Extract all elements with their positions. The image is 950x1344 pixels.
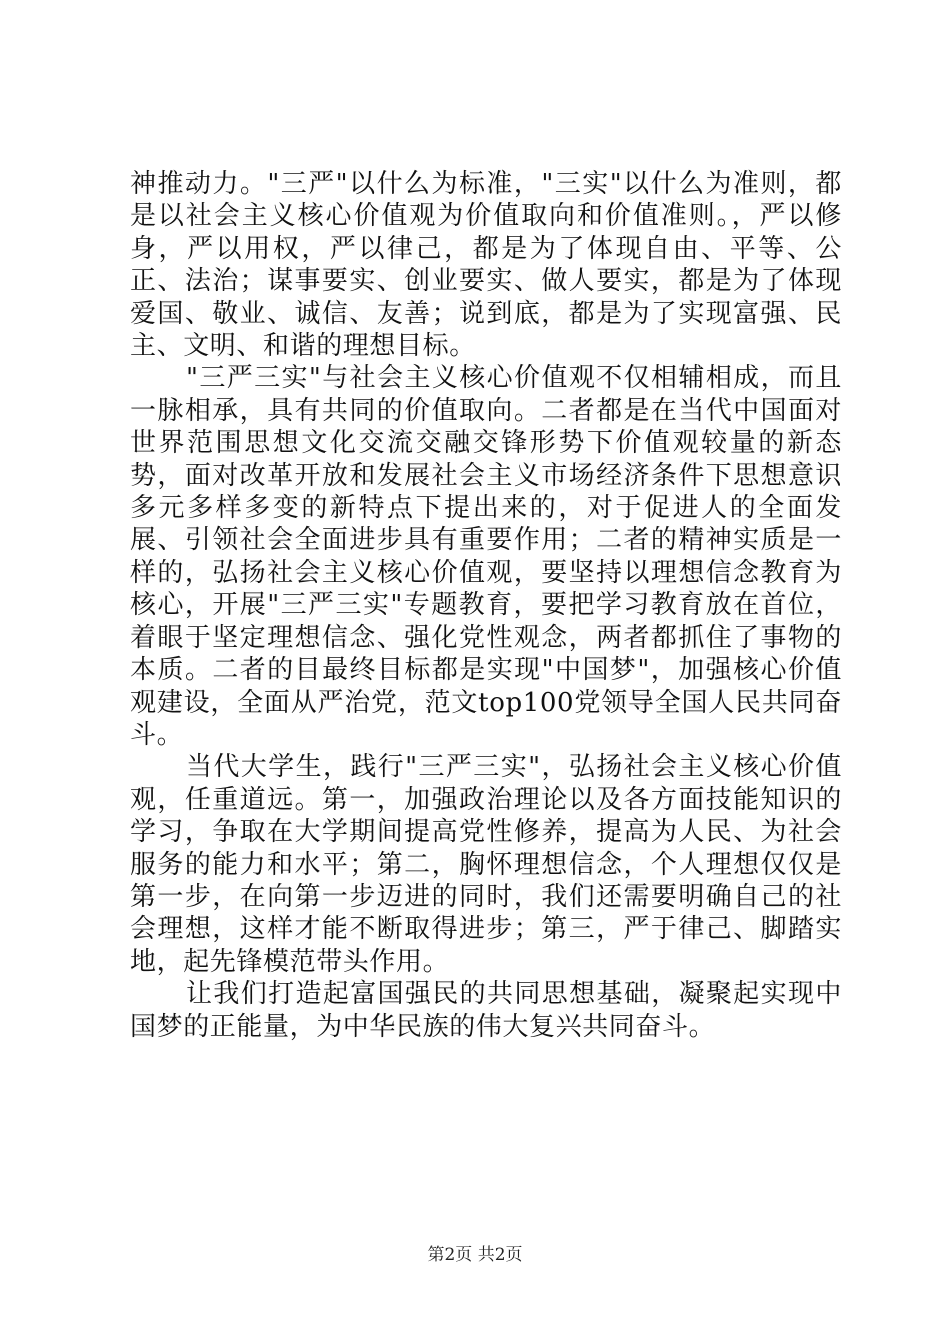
paragraph-1: 神推动力。"三严"以什么为标准，"三实"以什么为准则，都是以社会主义核心价值观为价值取向和价值准则。，严以修身，严以用权，严以律己，都是为了体现自由、平等、公正、法治；谋事要实、创业要实、做人要实，都是为了体现爱国、敬业、诚信、友善；说到底，都是为了实现富强、民主、文明、和谐的理想目标。 [130,169,842,362]
document-body [130,168,842,1043]
paragraph-3: 当代大学生，践行"三严三实"，弘扬社会主义核心价值观，任重道远。第一，加强政治理论以及各方面技能知识的学习，争取在大学期间提高党性修养，提高为人民、为社会服务的能力和水平；第二，胸怀理想信念，个人理想仅仅是第一步，在向第一步迈进的同时，我们还需要明确自己的社会理想，这样才能不断取得进步；第三，严于律己、脚踏实地，起先锋模范带头作用。 [130,752,842,977]
paragraph-4: 让我们打造起富国强民的共同思想基础，凝聚起实现中国梦的正能量，为中华民族的伟大复兴共同奋斗。 [130,979,842,1042]
page-number-footer: 第2页 共2页 [427,1245,523,1265]
paragraph-2: "三严三实"与社会主义核心价值观不仅相辅相成，而且一脉相承，具有共同的价值取向。二者都是在当代中国面对世界范围思想文化交流交融交锋形势下价值观较量的新态势，面对改革开放和发展社会主义市场经济条件下思想意识多元多样多变的新特点下提出来的，对于促进人的全面发展、引领社会全面进步具有重要作用；二者的精神实质是一样的，弘扬社会主义核心价值观，要坚持以理想信念教育为核心，开展"三严三实"专题教育，要把学习教育放在首位，着眼于坚定理想信念、强化党性观念，两者都抓住了事物的本质。二者的目最终目标都是实现"中国梦"，加强核心价值观建设，全面从严治党，范文top100党领导全国人民共同奋斗。 [130,363,842,750]
